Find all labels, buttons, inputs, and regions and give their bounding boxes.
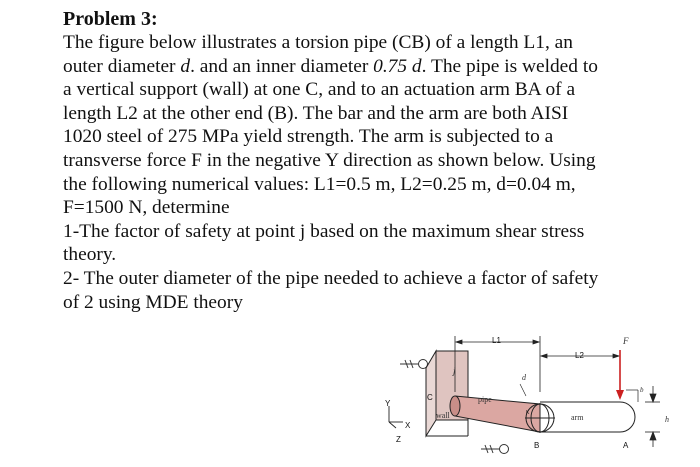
statement-line [63,31,683,55]
statement-math: 0.75 d [373,55,422,77]
label-b: b [640,386,644,394]
b-dimension [626,390,638,402]
statement-line [63,196,683,220]
label-point-j: j [453,366,456,376]
label-axis-x: X [405,421,411,430]
h-dimension [645,386,660,447]
label-h: h [665,415,669,424]
label-axis-z: Z [396,435,401,444]
label-pipe: pipe [478,395,492,404]
wall-top-support-symbol [400,360,428,369]
label-axis-y: Y [385,399,391,408]
force-arrow [616,350,624,400]
label-l1: L1 [492,336,501,345]
label-point-c: C [427,393,433,402]
statement-text: 2- The outer diameter of the pipe needed to achieve a factor of safety [63,267,599,289]
statement-text: outer diameter [63,55,181,77]
statement-line [63,267,683,291]
problem-statement [63,31,683,314]
label-l2: L2 [575,351,584,360]
statement-line [63,220,683,244]
statement-line [63,102,683,126]
statement-text: . and an inner diameter [190,55,374,77]
statement-text: length L2 at the other end (B). The bar and the arm are both AISI [63,102,569,124]
statement-line [63,125,683,149]
statement-line [63,149,683,173]
statement-text: 1-The factor of safety at point j based on the maximum shear stress [63,220,585,242]
torsion-pipe-figure [360,332,690,467]
statement-text: The figure below illustrates a torsion pipe (CB) of a length L1, an [63,32,573,53]
problem-title: Problem 3: [63,8,158,30]
statement-line [63,78,683,102]
coordinate-axes [389,406,403,428]
statement-text: . The pipe is welded to [421,55,598,77]
statement-math: d [180,55,191,77]
label-point-b: B [534,441,540,450]
statement-line [63,173,683,197]
statement-text: F=1500 N, determine [63,197,230,219]
statement-line [63,55,683,79]
statement-text: theory. [63,244,117,266]
label-point-a: A [623,441,629,450]
statement-text: the following numerical values: L1=0.5 m, L2=0.25 m, d=0.04 m, [63,173,576,195]
diameter-line [520,384,526,396]
label-force: F [623,336,629,346]
torsion-pipe [450,396,549,432]
statement-text: of 2 using MDE theory [63,291,243,313]
label-d: d [522,373,526,382]
statement-text: a vertical support (wall) at one C, and to an actuation arm BA of a [63,79,576,101]
label-point-k: K [526,410,530,416]
label-wall: wall [436,411,450,420]
bottom-support-symbol [481,445,509,454]
statement-text: transverse force F in the negative Y direction as shown below. Using [63,149,596,171]
label-arm: arm [571,413,584,422]
statement-text: 1020 steel of 275 MPa yield strength. The arm is subjected to a [63,126,554,148]
statement-line [63,243,683,267]
figure-drawing [360,332,690,467]
statement-line [63,291,683,315]
